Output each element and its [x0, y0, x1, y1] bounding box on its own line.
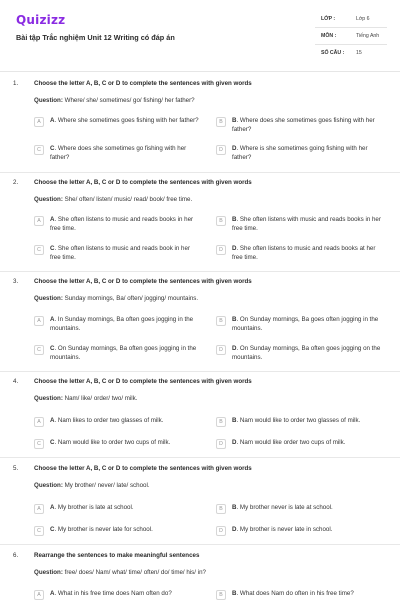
- option-letter: B: [232, 117, 237, 124]
- option-badge: A: [34, 316, 44, 326]
- question-number: 5.: [13, 465, 19, 472]
- question-number: 1.: [13, 80, 19, 87]
- option-sentence: Nam likes to order two glasses of milk.: [57, 417, 164, 424]
- option-badge: C: [34, 345, 44, 355]
- option-text: B. On Sunday mornings, Ba goes often jogging in the mountains.: [232, 316, 379, 332]
- option-badge: B: [216, 117, 226, 127]
- option-text: A. In Sunday mornings, Ba often goes jogging in the mountains.: [50, 316, 194, 332]
- question-text: Nam/ like/ order/ two/ milk.: [64, 395, 138, 402]
- question-prompt: [34, 569, 206, 576]
- option-badge: C: [34, 439, 44, 449]
- question-number: 2.: [13, 179, 19, 186]
- question-instruction: Choose the letter A, B, C or D to complete the sentences with given words: [34, 179, 252, 186]
- option-letter: C: [50, 245, 55, 252]
- option-text: D. On Sunday mornings, Ba often goes jogging on the mountains.: [232, 345, 381, 361]
- option-letter: D: [232, 526, 237, 533]
- option-badge: C: [34, 145, 44, 155]
- option-letter: B: [232, 590, 237, 597]
- option-sentence: Nam would like order two cups of milk.: [239, 439, 346, 446]
- option-text: C. Nam would like to order two cups of milk.: [50, 439, 171, 446]
- option-sentence: Where does she sometimes go fishing with her father?: [50, 145, 187, 161]
- option-text: D. Nam would like order two cups of milk.: [232, 439, 346, 446]
- option-badge: B: [216, 316, 226, 326]
- option-badge: A: [34, 417, 44, 427]
- option-badge: D: [216, 345, 226, 355]
- question-label: Question:: [34, 482, 63, 489]
- option-badge: C: [34, 526, 44, 536]
- question-number: 3.: [13, 278, 19, 285]
- option-text: C. On Sunday mornings, Ba often goes jogging in the mountains.: [50, 345, 197, 361]
- option-text: B. Nam would like to order two glasses of milk.: [232, 417, 361, 424]
- question-prompt: [34, 196, 192, 203]
- option-sentence: My brother is late at school.: [57, 504, 134, 511]
- option-badge: B: [216, 417, 226, 427]
- option-text: A. What in his free time does Nam often do?: [50, 590, 172, 597]
- option-badge: C: [34, 245, 44, 255]
- option-sentence: She often listens with music and reads books in her free time.: [232, 216, 381, 232]
- quizizz-logo: Quizizz: [16, 13, 66, 27]
- question-prompt: [34, 97, 195, 104]
- option-sentence: My brother is never late for school.: [57, 526, 153, 533]
- meta-row-count: [315, 45, 387, 62]
- option-text: A. Nam likes to order two glasses of milk.: [50, 417, 164, 424]
- option-text: C. My brother is never late for school.: [50, 526, 153, 533]
- question-label: Question:: [34, 395, 63, 402]
- option-sentence: Where she sometimes goes fishing with her father?: [57, 117, 199, 124]
- option-badge: D: [216, 145, 226, 155]
- option-text: B. Where does she sometimes goes fishing with her father?: [232, 117, 375, 133]
- option-letter: C: [50, 526, 55, 533]
- option-sentence: On Sunday mornings, Ba often goes jogging in the mountains.: [50, 345, 197, 361]
- question-text: She/ often/ listen/ music/ read/ book/ free time.: [64, 196, 193, 203]
- option-text: D. My brother is never late in school.: [232, 526, 333, 533]
- option-sentence: What does Nam do often in his free time?: [239, 590, 354, 597]
- option-badge: A: [34, 590, 44, 600]
- option-text: A. She often listens to music and reads books in her free time.: [50, 216, 194, 232]
- meta-value: Lớp 6: [356, 16, 370, 22]
- option-text: A. My brother is late at school.: [50, 504, 134, 511]
- worksheet-header: [0, 0, 400, 72]
- meta-key: MÔN :: [321, 33, 337, 39]
- meta-key: LỚP :: [321, 16, 336, 22]
- question-divider: [0, 371, 400, 372]
- question-label: Question:: [34, 569, 63, 576]
- option-sentence: She often listens to music and reads books at her free time.: [232, 245, 376, 261]
- question-instruction: Choose the letter A, B, C or D to complete the sentences with given words: [34, 378, 252, 385]
- question-instruction: Choose the letter A, B, C or D to complete the sentences with given words: [34, 465, 252, 472]
- option-letter: A: [50, 504, 55, 511]
- meta-value: 15: [356, 50, 362, 56]
- option-badge: A: [34, 117, 44, 127]
- option-badge: A: [34, 216, 44, 226]
- option-sentence: My brother is never late in school.: [239, 526, 333, 533]
- option-letter: A: [50, 117, 55, 124]
- option-sentence: She often listens to music and reads book in her free time.: [50, 245, 190, 261]
- option-letter: B: [232, 504, 237, 511]
- option-letter: C: [50, 439, 55, 446]
- question-instruction: Choose the letter A, B, C or D to complete the sentences with given words: [34, 278, 252, 285]
- meta-value: Tiếng Anh: [356, 33, 380, 39]
- option-sentence: What in his free time does Nam often do?: [57, 590, 172, 597]
- option-badge: D: [216, 439, 226, 449]
- option-badge: A: [34, 504, 44, 514]
- option-letter: A: [50, 216, 55, 223]
- option-sentence: On Sunday mornings, Ba often goes jogging on the mountains.: [232, 345, 381, 361]
- option-letter: A: [50, 417, 55, 424]
- option-text: D. Where is she sometimes going fishing with her father?: [232, 145, 368, 161]
- option-letter: C: [50, 345, 55, 352]
- question-text: Where/ she/ sometimes/ go/ fishing/ her father?: [64, 97, 195, 104]
- question-text: Sunday mornings, Ba/ often/ jogging/ mountains.: [64, 295, 199, 302]
- worksheet-title: Bài tập Trắc nghiệm Unit 12 Writing có đáp án: [16, 33, 175, 42]
- question-instruction: Choose the letter A, B, C or D to complete the sentences with given words: [34, 80, 252, 87]
- option-sentence: Nam would like to order two glasses of milk.: [239, 417, 361, 424]
- option-text: A. Where she sometimes goes fishing with her father?: [50, 117, 199, 124]
- option-sentence: In Sunday mornings, Ba often goes jogging in the mountains.: [50, 316, 194, 332]
- question-number: 4.: [13, 378, 19, 385]
- option-letter: B: [232, 216, 237, 223]
- option-sentence: On Sunday mornings, Ba goes often jogging in the mountains.: [232, 316, 379, 332]
- worksheet-meta: [315, 11, 387, 62]
- option-letter: C: [50, 145, 55, 152]
- option-badge: B: [216, 590, 226, 600]
- question-text: free/ does/ Nam/ what/ time/ often/ do/ time/ his/ in?: [64, 569, 206, 576]
- option-sentence: Where does she sometimes goes fishing with her father?: [232, 117, 375, 133]
- question-prompt: [34, 482, 150, 489]
- option-badge: B: [216, 504, 226, 514]
- option-letter: D: [232, 145, 237, 152]
- question-label: Question:: [34, 196, 63, 203]
- option-text: B. What does Nam do often in his free time?: [232, 590, 354, 597]
- question-text: My brother/ never/ late/ school.: [64, 482, 150, 489]
- question-label: Question:: [34, 97, 63, 104]
- option-badge: B: [216, 216, 226, 226]
- question-number: 6.: [13, 552, 19, 559]
- meta-key: SỐ CÂU :: [321, 50, 345, 56]
- option-sentence: Where is she sometimes going fishing with her father?: [232, 145, 368, 161]
- question-divider: [0, 271, 400, 272]
- question-prompt: [34, 295, 198, 302]
- option-letter: D: [232, 245, 237, 252]
- option-letter: D: [232, 439, 237, 446]
- question-divider: [0, 544, 400, 545]
- question-divider: [0, 172, 400, 173]
- option-sentence: Nam would like to order two cups of milk.: [57, 439, 171, 446]
- option-badge: D: [216, 526, 226, 536]
- option-text: C. Where does she sometimes go fishing with her father?: [50, 145, 187, 161]
- option-text: B. My brother never is late at school.: [232, 504, 333, 511]
- question-divider: [0, 457, 400, 458]
- option-text: B. She often listens with music and reads books in her free time.: [232, 216, 381, 232]
- option-letter: A: [50, 590, 55, 597]
- question-label: Question:: [34, 295, 63, 302]
- question-prompt: [34, 395, 138, 402]
- option-letter: D: [232, 345, 237, 352]
- option-text: C. She often listens to music and reads book in her free time.: [50, 245, 190, 261]
- option-sentence: She often listens to music and reads books in her free time.: [50, 216, 194, 232]
- meta-row-subject: [315, 28, 387, 45]
- option-letter: B: [232, 316, 237, 323]
- option-letter: A: [50, 316, 55, 323]
- meta-row-grade: [315, 11, 387, 28]
- option-letter: B: [232, 417, 237, 424]
- option-sentence: My brother never is late at school.: [239, 504, 333, 511]
- option-text: D. She often listens to music and reads books at her free time.: [232, 245, 376, 261]
- option-badge: D: [216, 245, 226, 255]
- question-instruction: Rearrange the sentences to make meaningful sentences: [34, 552, 200, 559]
- header-divider: [0, 71, 400, 72]
